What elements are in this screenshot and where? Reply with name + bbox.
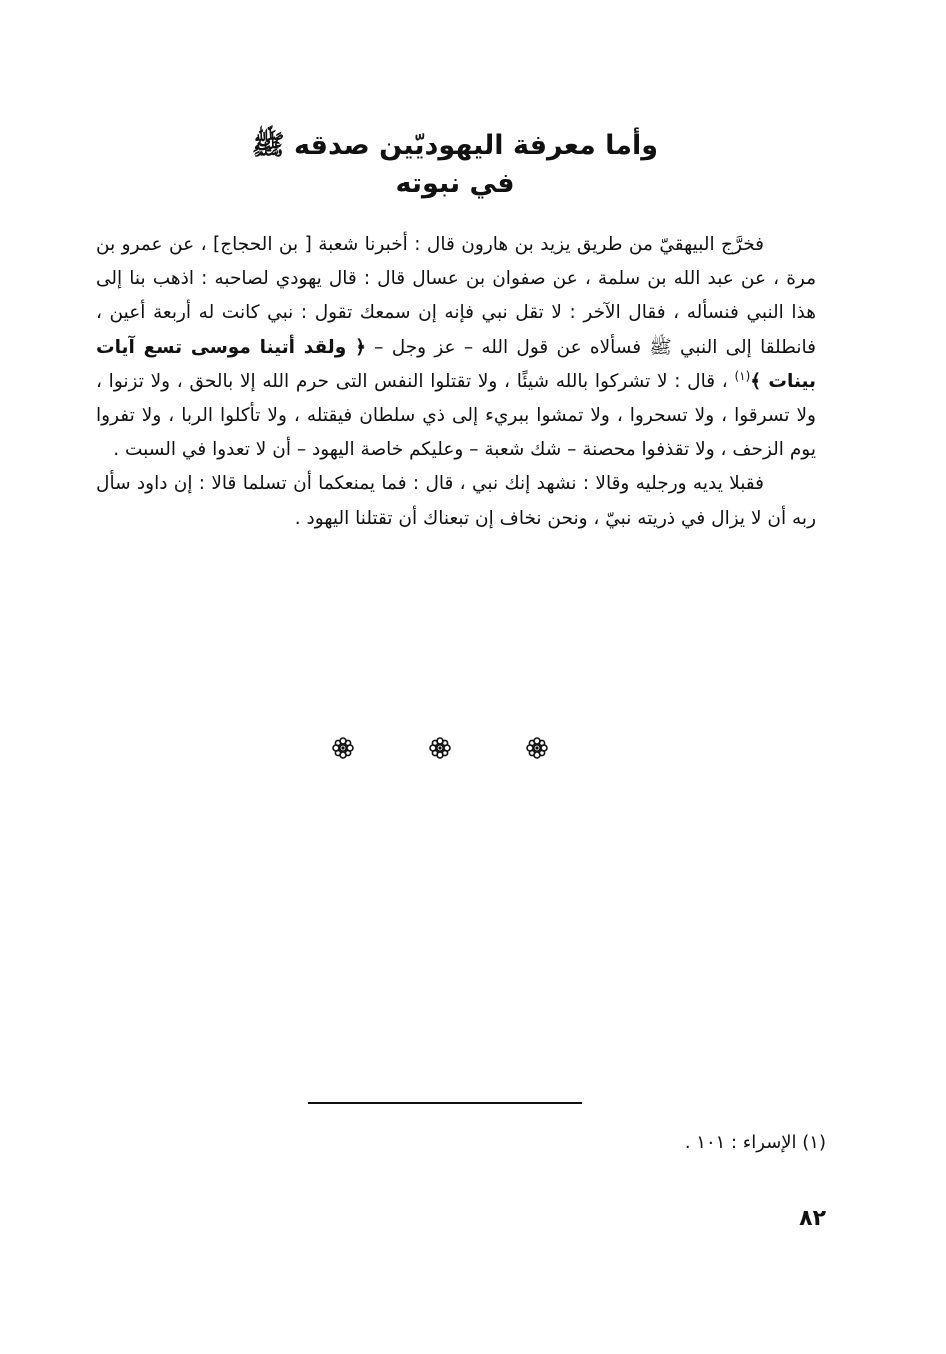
section-title: وأما معرفة اليهوديّين صدقه ﷺ [251, 130, 659, 161]
paragraph-1-text: فخرَّج البيهقيّ من طريق يزيد بن هارون قال : أخبرنا شعبة [ بن الحجاج] ، عن عمرو بن مرة ، عن عبد الله بن سلمة ، عن صفوان بن عسال قال : قال يهودي لصاحبه : اذهب بنا إلى هذا النبي فنسأله ، فقال الآخر : لا تقل نبي فإنه إن سمعك تقول : نبي كانت له أربعة أعين ، فانطلقا إلى النبي ﷺ فسألاه عن قول الله – عز وجل – [96, 234, 816, 358]
paragraph-1 [96, 228, 816, 467]
flower-ornament-icon [524, 735, 550, 761]
body-text [96, 228, 816, 536]
section-title-continued: في نبوته [395, 168, 515, 199]
footnote-separator [308, 1102, 582, 1104]
paragraph-1-continuation: ، قال : لا تشركوا بالله شيئًا ، ولا تقتلوا النفس التى حرم الله إلا بالحق ، ولا تزنوا ، ولا تسرقوا ، ولا تسحروا ، ولا تمشوا ببريء إلى ذي سلطان فيقتله ، ولا تأكلوا الربا ، ولا تفروا يوم الزحف ، ولا تقذفوا محصنة – شك شعبة – وعليكم خاصة اليهود – أن لا تعدوا في السبت . [96, 370, 816, 461]
section-divider [330, 735, 550, 761]
flower-ornament-icon [427, 735, 453, 761]
footnote-reference: (١) [734, 368, 751, 383]
flower-ornament-icon [330, 735, 356, 761]
quran-verse: ﴿ ولقد أتينا موسى تسع آيات بينات ﴾ [96, 336, 816, 392]
page-number: ٨٢ [799, 1206, 826, 1231]
paragraph-2: فقبلا يديه ورجليه وقالا : نشهد إنك نبي ، قال : فما يمنعكما أن تسلما قالا : إن داود سأل ربه أن لا يزال في ذريته نبيّ ، ونحن نخاف إن تبعناك أن تقتلنا اليهود . [96, 473, 816, 529]
footnote: (١) الإسراء : ١٠١ . [684, 1132, 826, 1153]
